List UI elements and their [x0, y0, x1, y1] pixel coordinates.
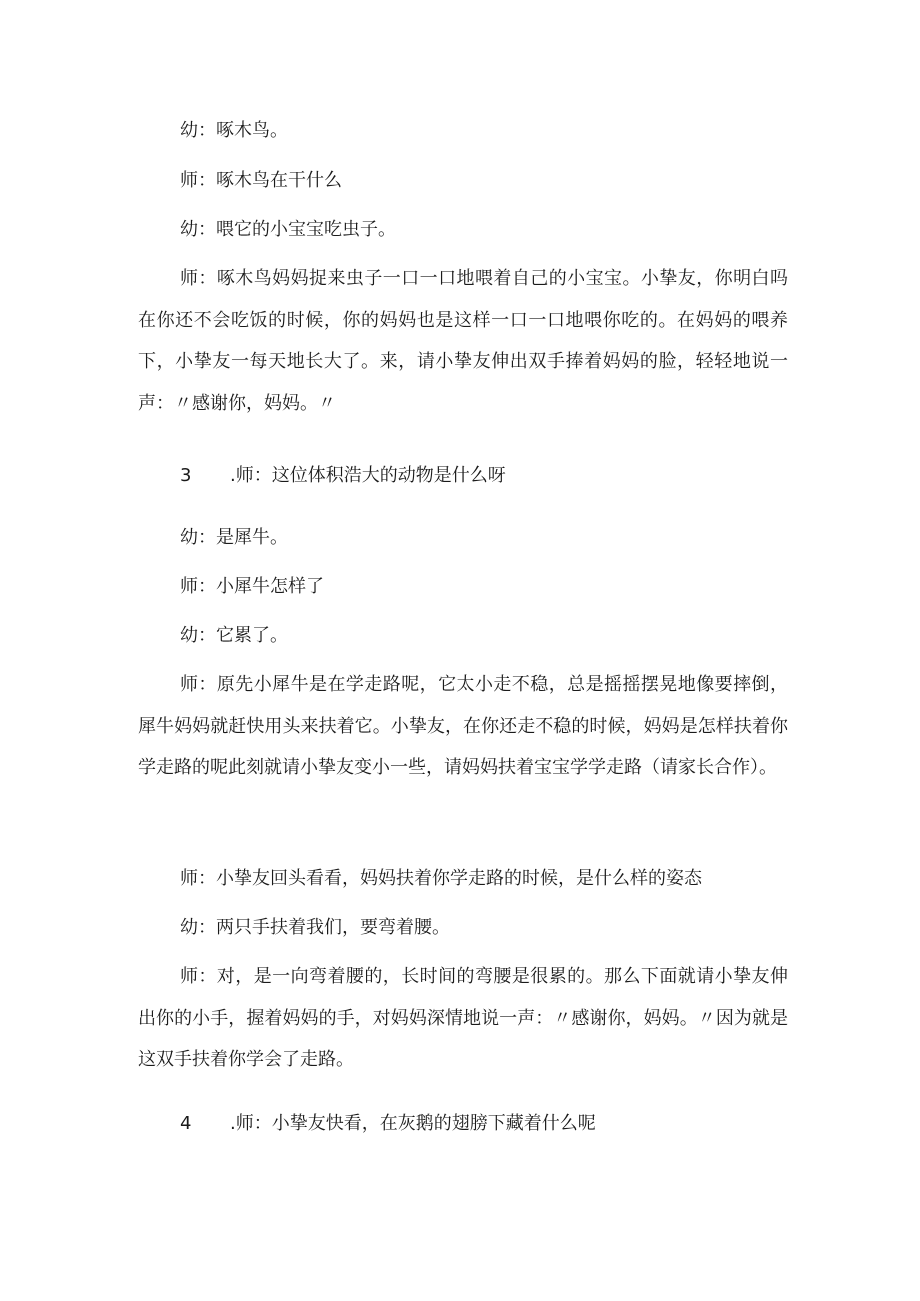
- dialogue-line: 幼：是犀牛。: [180, 527, 288, 548]
- dialogue-line: 师：小挚友回头看看，妈妈扶着你学走路的时候，是什么样的姿态: [180, 868, 702, 889]
- item-text: .师：这位体积浩大的动物是什么呀: [230, 465, 506, 486]
- dialogue-line: 师：啄木鸟在干什么: [180, 170, 342, 191]
- item-number: 3: [180, 465, 192, 486]
- dialogue-line: 幼：两只手扶着我们，要弯着腰。: [180, 917, 450, 938]
- dialogue-line: 幼：它累了。: [180, 625, 288, 646]
- dialogue-line: 师：小犀牛怎样了: [180, 576, 324, 597]
- dialogue-paragraph: 师：啄木鸟妈妈捉来虫子一口一口地喂着自己的小宝宝。小挚友，你明白吗在你还不会吃饭的时候，你的妈妈也是这样一口一口地喂你吃的。在妈妈的喂养下，小挚友一每天地长大了。来，请小挚友伸出双手捧着妈妈的脸，轻轻地说一声：〃感谢你，妈妈。〃: [138, 268, 788, 414]
- dialogue-line: 幼：啄木鸟。: [180, 120, 288, 141]
- item-number: 4: [180, 1113, 192, 1134]
- numbered-item-4: [180, 1112, 596, 1136]
- dialogue-paragraph: 师：原先小犀牛是在学走路呢，它太小走不稳，总是摇摇摆晃地像要摔倒，犀牛妈妈就赶快用头来扶着它。小挚友，在你还走不稳的时候，妈妈是怎样扶着你学走路的呢此刻就请小挚友变小一些，请妈妈扶着宝宝学学走路（请家长合作）。: [138, 674, 788, 778]
- dialogue-line: 幼：喂它的小宝宝吃虫子。: [180, 219, 396, 240]
- numbered-item-3: [180, 464, 506, 488]
- dialogue-paragraph: 师：对，是一向弯着腰的，长时间的弯腰是很累的。那么下面就请小挚友伸出你的小手，握着妈妈的手，对妈妈深情地说一声：〃感谢你，妈妈。〃因为就是这双手扶着你学会了走路。: [138, 966, 788, 1070]
- item-text: .师：小挚友快看，在灰鹅的翅膀下藏着什么呢: [230, 1113, 596, 1134]
